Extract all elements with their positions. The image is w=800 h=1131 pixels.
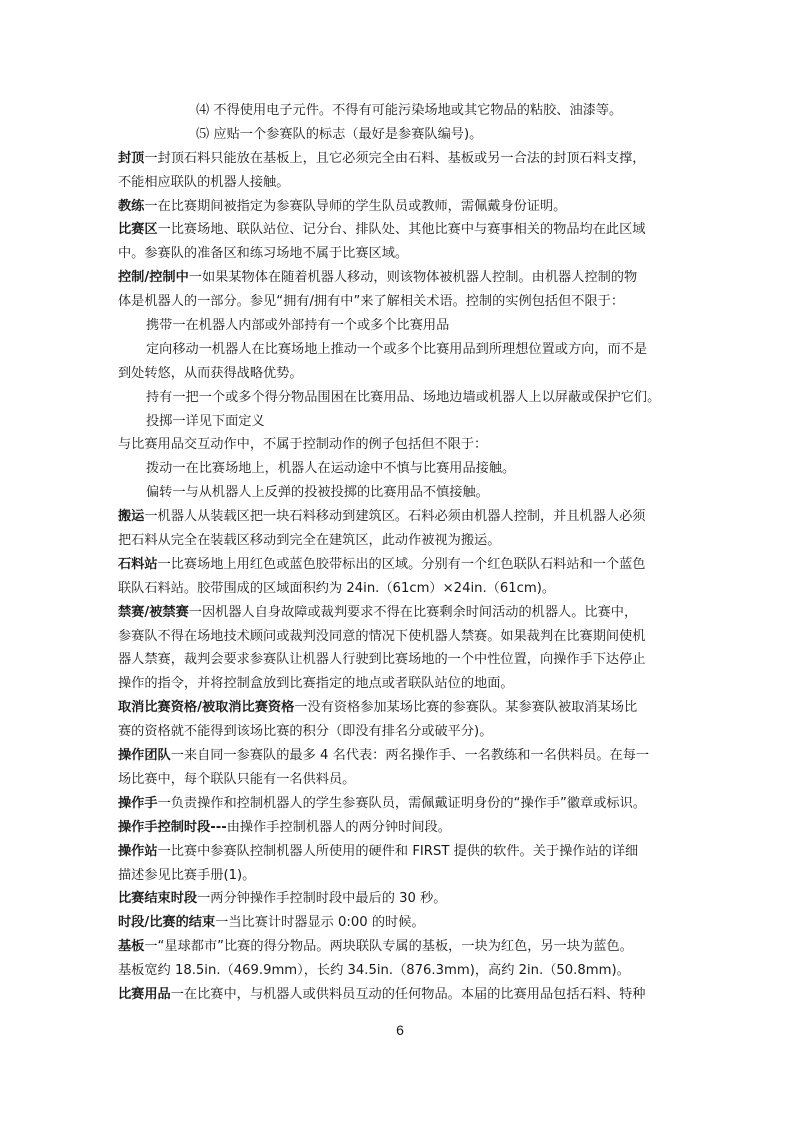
text-line (118, 864, 692, 888)
line-text: 定向移动一机器人在比赛场地上推动一个或多个比赛用品到所理想位置或方向，而不是 (146, 341, 648, 357)
text-line (118, 577, 692, 601)
line-text: 一在比赛期间被指定为参赛队导师的学生队员或教师，需佩戴身份证明。 (144, 198, 567, 214)
text-line (118, 768, 692, 792)
line-text: 一比赛场地、联队站位、记分台、排队处、其他比赛中与赛事相关的物品均在此区域 (157, 222, 646, 238)
line-text: 参赛队不得在场地技术顾问或裁判没同意的情况下使机器人禁赛。如果裁判在比赛期间使机 (118, 628, 646, 644)
definition-term: 禁赛/被禁赛 (118, 604, 189, 620)
line-text: 把石料从完全在装载区移动到完全在建筑区，此动作被视为搬运。 (118, 533, 501, 549)
line-text: 体是机器人的一部分。参见“拥有/拥有中”来了解相关术语。控制的实例包括但不限于： (118, 294, 625, 310)
definition-term: 比赛用品 (118, 986, 171, 1002)
line-text: 一比赛中参赛队控制机器人所使用的硬件和 FIRST 提供的软件。关于操作站的详细 (157, 843, 639, 859)
text-line (118, 123, 692, 147)
text-line (118, 218, 692, 242)
line-text: 一来自同一参赛队的最多 4 名代表：两名操作手、一名教练和一名供料员。在每一 (170, 748, 650, 764)
text-line (118, 290, 692, 314)
line-text: ⑸ 应贴一个参赛队的标志（最好是参赛队编号)。 (196, 126, 483, 142)
line-text: 一负责操作和控制机器人的学生参赛队员，需佩戴证明身份的“操作手”徽章或标识。 (157, 795, 646, 811)
text-line (118, 505, 692, 529)
text-line (118, 720, 692, 744)
line-text: 拨动一在比赛场地上，机器人在运动途中不慎与比赛用品接触。 (146, 461, 516, 477)
definition-term: 石料站 (118, 556, 158, 572)
line-text: 操作的指令，并将控制盒放到比赛指定的地点或者联队站位的地面。 (118, 676, 514, 692)
line-text: 不能相应联队的机器人接触。 (118, 174, 290, 190)
line-text: 基板宽约 18.5in.（469.9mm），长约 34.5in.（876.3mm)，高约 2in.（50.8mm)。 (118, 963, 630, 979)
line-text: 持有一把一个或多个得分物品围困在比赛用品、场地边墙或机器人上以屏蔽或保护它们。 (146, 389, 661, 405)
line-text: 投掷一详见下面定义 (146, 413, 265, 429)
line-text: 一因机器人自身故障或裁判要求不得在比赛剩余时间活动的机器人。比赛中， (188, 604, 638, 620)
line-text: 一没有资格参加某场比赛的参赛队。某参赛队被取消某场比 (294, 700, 638, 716)
line-text: ⑷ 不得使用电子元件。不得有可能污染场地或其它物品的粘胶、油漆等。 (196, 103, 623, 118)
text-line (118, 744, 692, 768)
text-line (118, 99, 692, 123)
text-line (118, 840, 692, 864)
line-text: 到处转悠，从而获得战略优势。 (118, 365, 303, 381)
definition-term: 操作手控制时段--- (118, 819, 227, 835)
line-text: 器人禁赛，裁判会要求参赛队让机器人行驶到比赛场地的一个中性位置，向操作手下达停止 (118, 652, 646, 668)
definition-term: 取消比赛资格/被取消比赛资格 (118, 700, 295, 716)
line-text: 偏转一与从机器人上反弹的投被投掷的比赛用品不慎接触。 (146, 485, 489, 501)
text-line (118, 266, 692, 290)
text-line (118, 911, 692, 935)
definition-term: 时段/比赛的结束 (118, 915, 216, 931)
definition-term: 比赛区 (118, 222, 158, 238)
text-line (118, 433, 692, 457)
page-number: 6 (396, 1022, 404, 1038)
text-line (118, 648, 692, 672)
definition-term: 操作手 (118, 795, 158, 811)
text-line (118, 625, 692, 649)
line-text: 与比赛用品交互动作中，不属于控制动作的例子包括但不限于： (118, 437, 488, 453)
text-line (118, 672, 692, 696)
line-text: 一封顶石料只能放在基板上，且它必须完全由石料、基板或另一合法的封顶石料支撑， (144, 150, 646, 166)
line-text: 一在比赛中，与机器人或供料员互动的任何物品。本届的比赛用品包括石料、特种 (170, 986, 646, 1002)
text-line (118, 314, 692, 338)
line-text: 一机器人从装载区把一块石料移动到建筑区。石料必须由机器人控制，并且机器人必须 (144, 509, 646, 525)
text-line (118, 601, 692, 625)
text-line (118, 959, 692, 983)
text-line (118, 792, 692, 816)
text-line (118, 887, 692, 911)
text-line (118, 147, 692, 171)
text-line (118, 457, 692, 481)
text-line (118, 171, 692, 195)
text-line (118, 696, 692, 720)
line-text: 描述参见比赛手册(1)。 (118, 867, 256, 883)
line-text: 携带一在机器人内部或外部持有一个或多个比赛用品 (146, 318, 450, 334)
text-line (118, 481, 692, 505)
line-text: 由操作手控制机器人的两分钟时间段。 (226, 819, 451, 835)
text-line (118, 983, 692, 1007)
line-text: 一比赛场地上用红色或蓝色胶带标出的区域。分别有一个红色联队石料站和一个蓝色 (157, 556, 646, 572)
definition-term: 操作站 (118, 843, 158, 859)
line-text: 赛的资格就不能得到该场比赛的积分（即没有排名分或破平分)。 (118, 724, 493, 740)
line-text: 一两分钟操作手控制时段中最后的 30 秒。 (197, 891, 447, 907)
text-line (118, 242, 692, 266)
definition-term: 搬运 (118, 509, 145, 525)
line-text: 联队石料站。胶带围成的区域面积约为 24in.（61cm）×24in.（61cm)。 (118, 580, 556, 596)
text-line (118, 195, 692, 219)
text-line (118, 816, 692, 840)
text-line (118, 935, 692, 959)
text-line (118, 362, 692, 386)
line-text: 一当比赛计时器显示 0:00 的时候。 (215, 915, 425, 931)
definition-term: 比赛结束时段 (118, 891, 198, 907)
text-line (118, 386, 692, 410)
definition-term: 控制/控制中 (118, 270, 189, 286)
text-line (118, 553, 692, 577)
text-line (118, 529, 692, 553)
definition-term: 教练 (118, 198, 145, 214)
line-text: 场比赛中，每个联队只能有一名供料员。 (118, 771, 356, 787)
text-line (118, 338, 692, 362)
text-line (118, 410, 692, 434)
body-text (118, 99, 692, 1007)
definition-term: 基板 (118, 939, 145, 955)
line-text: 一如果某物体在随着机器人移动，则该物体被机器人控制。由机器人控制的物 (188, 270, 638, 286)
definition-term: 封顶 (118, 150, 145, 166)
definition-term: 操作团队 (118, 748, 171, 764)
line-text: 中。参赛队的准备区和练习场地不属于比赛区域。 (118, 246, 409, 262)
line-text: 一“星球都市”比赛的得分物品。两块联队专属的基板，一块为红色，另一块为蓝色。 (144, 939, 633, 955)
